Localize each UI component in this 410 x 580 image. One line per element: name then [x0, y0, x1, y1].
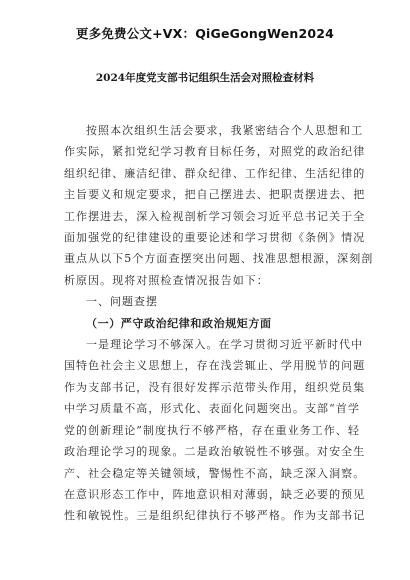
paragraph-line: 国特色社会主义思想上，存在浅尝辄止、学用脱节的问题 [64, 359, 366, 373]
promo-header: 更多免费公文+VX：QiGeGongWen2024 [75, 26, 335, 41]
paragraph-line: 政治理论学习的现象。二是政治敏锐性不够强。对安全生 [64, 445, 366, 459]
paragraph-line: 按照本次组织生活会要求，我紧密结合个人思想和工 [86, 124, 364, 137]
document-title: 2024年度党支部书记组织生活会对照检查材料 [95, 72, 315, 84]
paragraph-line: 作为支部书记，没有很好发挥示范带头作用，组织党员集 [64, 380, 366, 394]
paragraph-line: 工作摆进去，深入检视剖析学习领会习近平总书记关于全 [64, 209, 366, 223]
paragraph-line: 中学习质量不高，形式化、表面化问题突出。支部“首学 [64, 402, 360, 416]
paragraph-line: 党的创新理论”制度执行不够严格，存在重业务工作、轻 [64, 423, 360, 437]
paragraph-line: 面加强党的纪律建设的重要论述和学习贯彻《条例》情况 [64, 231, 366, 245]
document-body [64, 120, 374, 527]
paragraph-line: 作实际，紧扣党纪学习教育目标任务，对照党的政治纪律 [64, 145, 366, 159]
subsection-heading: （一）严守政治纪律和政治规矩方面 [86, 316, 272, 330]
intro-paragraph [64, 120, 374, 291]
paragraph-line: 在意识形态工作中，阵地意识相对薄弱，缺乏必要的预见 [64, 487, 366, 501]
paragraph-line: 一是理论学习不够深入。在学习贯彻习近平新时代中 [86, 338, 364, 352]
paragraph-line: 组织纪律、廉洁纪律、群众纪律、工作纪律、生活纪律的 [64, 166, 366, 180]
subsection-paragraph [64, 334, 366, 527]
section-heading: 一、问题查摆 [86, 295, 158, 309]
paragraph-line: 性和敏锐性。三是组织纪律执行不够严格。作为支部书记 [64, 509, 366, 523]
paragraph-line: 重点从以下5个方面查摆突出问题、找准思想根源，深刻剖 [64, 252, 374, 266]
paragraph-line: 产、社会稳定等关键领域，警惕性不高，缺乏深入洞察。 [64, 466, 366, 480]
paragraph-line: 析原因。现将对照检查情况报告如下： [64, 273, 269, 287]
paragraph-line: 主旨要义和规定要求，把自己摆进去、把职责摆进去、把 [64, 188, 366, 202]
